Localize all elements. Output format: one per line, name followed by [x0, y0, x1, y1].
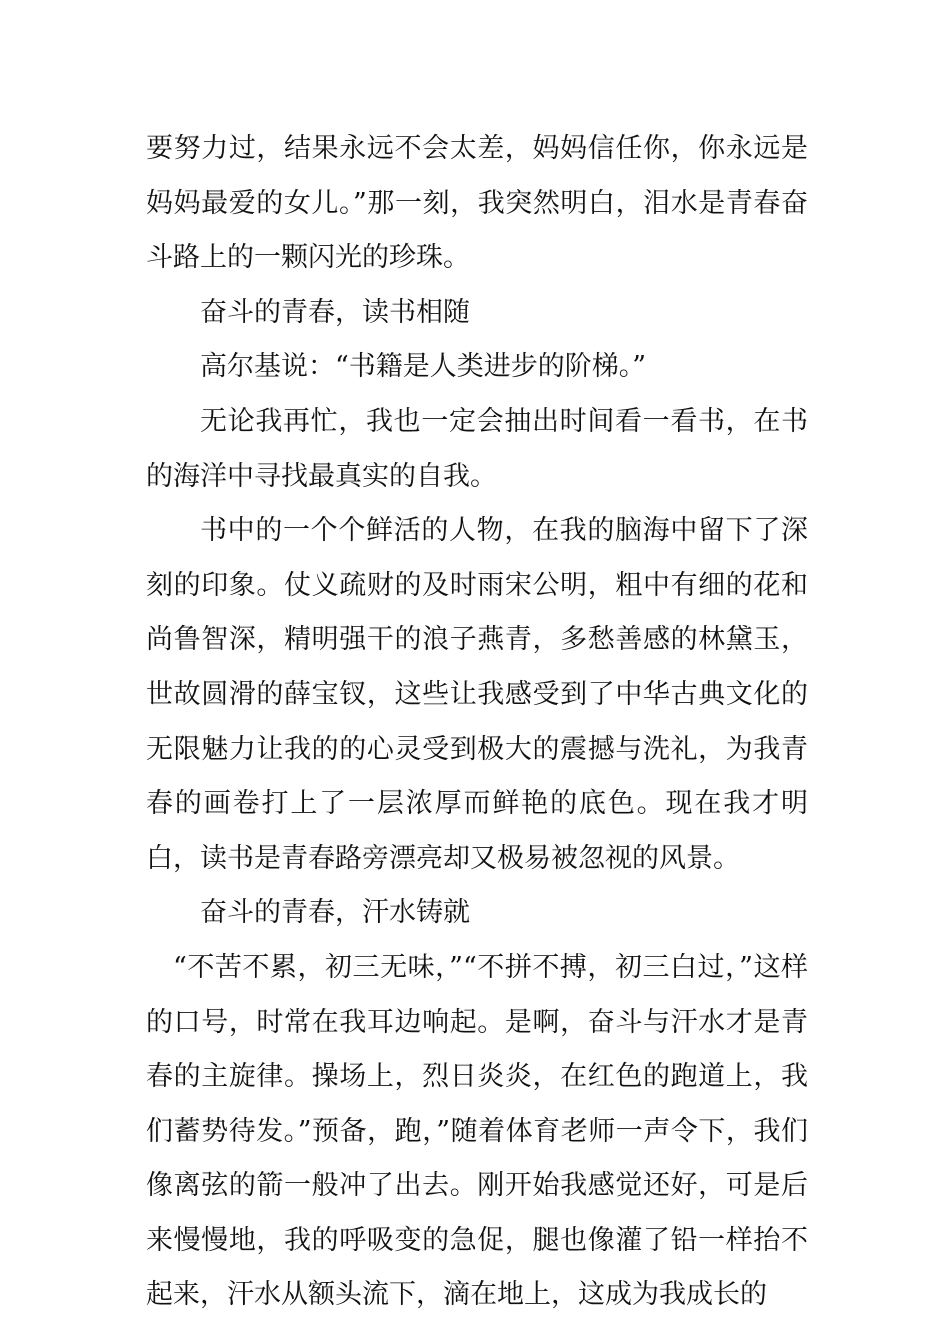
paragraph-reading-habit: 无论我再忙，我也一定会抽出时间看一看书，在书的海洋中寻找最真实的自我。	[146, 405, 808, 492]
paragraph-gorky-quote: 高尔基说：“书籍是人类进步的阶梯。”	[200, 351, 647, 383]
section-heading-reading: 奋斗的青春，读书相随	[200, 296, 470, 328]
paragraph-running: “不苦不累，初三无味，”“不拼不搏，初三白过，”这样的口号，时常在我耳边响起。是啊，奋斗与汗水才是青春的主旋律。操场上，烈日炎炎，在红色的跑道上，我们蓄势待发。”预备，跑，”随着体育老师一声令下，我们像离弦的箭一般冲了出去。刚开始我感觉还好，可是后来慢慢地，我的呼吸变的急促，腿也像灌了铅一样抬不起来，汗水从额头流下，滴在地上，这成为我成长的	[146, 951, 808, 1311]
section-heading-sweat: 奋斗的青春，汗水铸就	[200, 897, 470, 929]
essay-body	[146, 122, 808, 1323]
paragraph-book-characters: 书中的一个个鲜活的人物，在我的脑海中留下了深刻的印象。仗义疏财的及时雨宋公明，粗中有细的花和尚鲁智深，精明强干的浪子燕青，多愁善感的林黛玉，世故圆滑的薛宝钗，这些让我感受到了中华古典文化的无限魅力让我的的心灵受到极大的震撼与洗礼，为我青春的画卷打上了一层浓厚而鲜艳的底色。现在我才明白，读书是青春路旁漂亮却又极易被忽视的风景。	[146, 515, 808, 874]
paragraph-continuation: 要努力过，结果永远不会太差，妈妈信任你，你永远是妈妈最爱的女儿。”那一刻，我突然明白，泪水是青春奋斗路上的一颗闪光的珍珠。	[146, 133, 808, 274]
